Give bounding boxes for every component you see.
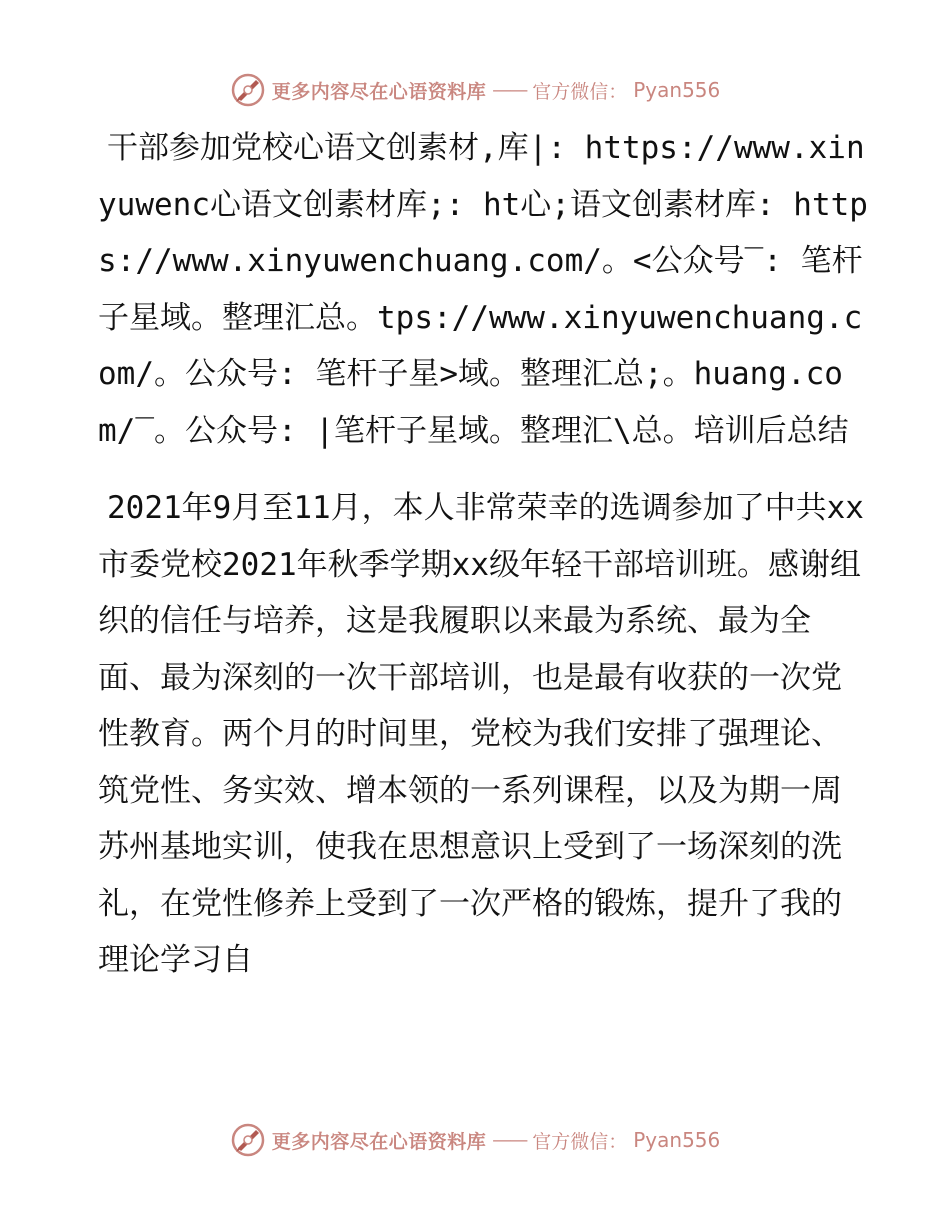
watermark-text: 更多内容尽在心语资料库 xyxy=(271,1130,487,1153)
watermark-dash: —— xyxy=(492,1129,527,1151)
watermark-wechat-label: 官方微信： xyxy=(532,80,628,103)
paragraph-body: 2021年9月至11月，本人非常荣幸的选调参加了中共xx市委党校2021年秋季学期xx级年轻干部培训班。感谢组织的信任与培养，这是我履职以来最为系统、最为全面、最为深刻的一次干部培训，也是最有收获的一次党性教育。两个月的时间里，党校为我们安排了强理论、筑党性、务实效、增本领的一系列课程，以及为期一周苏州基地实训，使我在思想意识上受到了一场深刻的洗礼，在党性修养上受到了一次严格的锻炼，提升了我的理论学习自 xyxy=(98,490,864,978)
header-watermark xyxy=(0,70,950,110)
document-body xyxy=(98,120,868,989)
watermark-wechat-label: 官方微信： xyxy=(532,1130,628,1153)
red-quill-logo-icon xyxy=(230,1122,266,1158)
red-quill-logo-icon xyxy=(230,72,266,108)
paragraph-title: 干部参加党校心语文创素材,库|: https://www.xinyuwenc心语文创素材库;: ht心;语文创素材库: https://www.xinyuwenchuang.com/。<公众号‾: 笔杆子星域。整理汇总。tps://www.xinyuwenchuang.com/。公众号: 笔杆子星>域。整理汇总;。huang.com/‾。公众号: |笔杆子星域。整理汇\总。培训后总结 xyxy=(98,130,868,449)
watermark-wechat-id: Pyan556 xyxy=(633,78,721,102)
watermark-text: 更多内容尽在心语资料库 xyxy=(271,80,487,103)
watermark-wechat-id: Pyan556 xyxy=(633,1128,721,1152)
footer-watermark xyxy=(0,1120,950,1160)
watermark-dash: —— xyxy=(492,79,527,101)
